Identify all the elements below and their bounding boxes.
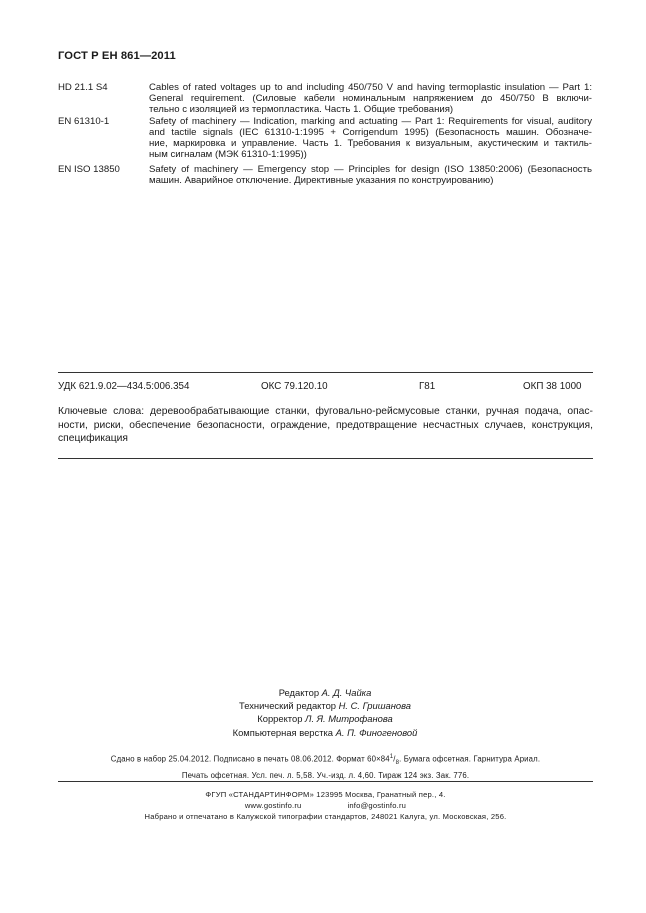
- reference-code: HD 21.1 S4: [58, 82, 108, 93]
- reference-description: [149, 164, 592, 186]
- credits-block: [170, 686, 480, 739]
- credit-tech-editor: [170, 699, 480, 712]
- divider-top: [58, 372, 593, 373]
- keywords-block: [58, 405, 593, 446]
- divider-keywords: [58, 458, 593, 459]
- reference-line: and tactile signals (IEC 61310-1:1995 + Corrigendum 1995) (Безопасность машин. Обозначе-: [149, 127, 592, 139]
- keywords-line: спецификация: [58, 433, 129, 445]
- credit-role: Редактор: [278, 687, 320, 698]
- reference-line: тельно с изоляцией из термопластика. Часть 1. Общие требования): [149, 104, 454, 116]
- reference-code: EN 61310-1: [58, 116, 110, 127]
- reference-description: [149, 82, 592, 115]
- keywords-line: Ключевые слова: деревообрабатывающие станки, фуговально-рейсмусовые станки, ручная подача, опас-: [58, 406, 593, 417]
- reference-line: ным сигналам (МЭК 61310-1:1995)): [149, 149, 307, 161]
- document-header: ГОСТ Р ЕН 861—2011: [58, 50, 176, 62]
- credit-name: А. Д. Чайка: [321, 687, 372, 698]
- publisher-line: ФГУП «СТАНДАРТИНФОРМ» 123995 Москва, Гранатный пер., 4.: [205, 790, 446, 799]
- fraction-numerator: 1: [389, 754, 394, 760]
- reference-line: Safety of machinery — Emergency stop — Principles for design (ISO 13850:2006) (Безопасность: [149, 164, 592, 175]
- publisher-email[interactable]: info@gostinfo.ru: [347, 801, 407, 810]
- oks-code: ОКС 79.120.10: [261, 381, 328, 392]
- credit-name: А. П. Финогеновой: [335, 726, 418, 738]
- reference-line: General requirement. (Силовые кабели номинальным напряжением до 450/750 В включи-: [149, 93, 592, 105]
- reference-line: Cables of rated voltages up to and including 450/750 V and having termoplastic insulation — Part 1:: [149, 82, 592, 93]
- credit-role: Компьютерная верстка: [232, 726, 334, 738]
- reference-description: [149, 116, 592, 160]
- credit-name: Л. Я. Митрофанова: [305, 713, 393, 725]
- reference-line: Safety of machinery — Indication, marking and actuating — Part 1: Requirements for visual, auditory: [149, 116, 592, 127]
- imprint-text: Сдано в набор 25.04.2012. Подписано в печать 08.06.2012. Формат 60×84: [110, 754, 390, 764]
- credit-name: Н. С. Гришанова: [338, 700, 411, 712]
- publisher-block: [58, 789, 593, 822]
- publisher-website[interactable]: www.gostinfo.ru: [244, 801, 302, 810]
- imprint-block: [58, 752, 593, 782]
- reference-code: EN ISO 13850: [58, 164, 120, 175]
- udk-code: УДК 621.9.02—434.5:006.354: [58, 381, 190, 392]
- keywords-line: ности, риски, обеспечение безопасности, ограждение, предотвращение несчастных случаев, конструкция,: [58, 419, 593, 431]
- credit-editor: [170, 686, 480, 699]
- publisher-printer-line: Набрано и отпечатано в Калужской типографии стандартов, 248021 Калуга, ул. Московская, 256.: [144, 812, 507, 821]
- credit-role: Корректор: [257, 713, 303, 725]
- group-code: Г81: [419, 381, 436, 392]
- imprint-line-1: Сдано в набор 25.04.2012. Подписано в печать 08.06.2012. Формат $60\times 84^1/_8$. Бумага офсетная. Гарнитура Ариал.: [110, 754, 541, 767]
- publisher-contacts: [58, 800, 593, 811]
- imprint-text: . Бумага офсетная. Гарнитура Ариал.: [399, 754, 541, 764]
- okp-code: ОКП 38 1000: [523, 381, 582, 392]
- reference-line: ние, маркировка и управление. Часть 1. Требования к визуальным, акустическим и тактиль-: [149, 138, 592, 150]
- fraction-denominator: 8: [395, 760, 400, 767]
- reference-line: машин. Аварийное отключение. Директивные указания по конструированию): [149, 175, 494, 187]
- credit-layout: [170, 726, 480, 739]
- credit-role: Технический редактор: [239, 700, 337, 712]
- divider-imprint: [58, 781, 593, 782]
- credit-proofreader: [170, 712, 480, 725]
- imprint-line-2: Печать офсетная. Усл. печ. л. 5,58. Уч.-изд. л. 4,60. Тираж 124 экз. Зак. 776.: [181, 770, 470, 780]
